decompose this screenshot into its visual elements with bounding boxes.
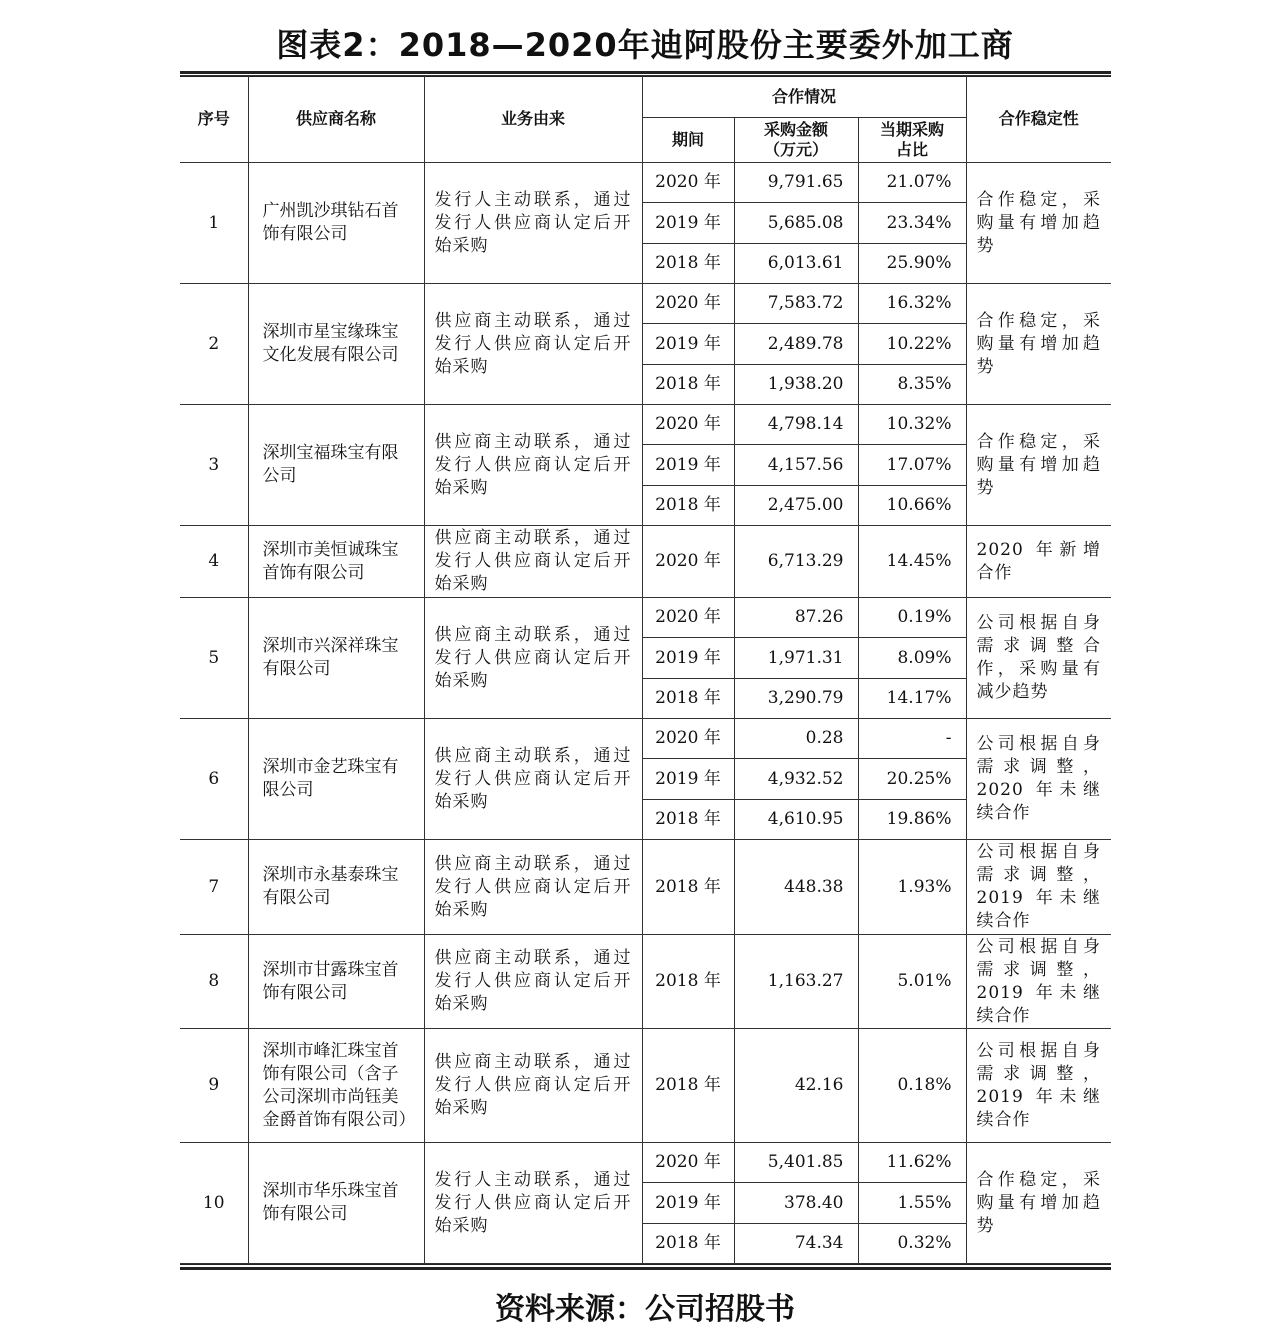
source-note: 资料来源：公司招股书	[495, 1292, 795, 1327]
header-amount: 采购金额（万元）	[734, 118, 858, 163]
business-origin: 发行人主动联系，通过发行人供应商认定后开始采购	[424, 1143, 642, 1264]
supplier-name: 深圳市永基泰珠宝有限公司	[248, 840, 424, 935]
period-year: 2018 年	[642, 1224, 734, 1264]
purchase-amount: 1,971.31	[734, 638, 858, 679]
period-year: 2019 年	[642, 203, 734, 244]
purchase-amount: 4,157.56	[734, 445, 858, 486]
cooperation-stability: 公司根据自身需求调整，2019 年未继续合作	[966, 1029, 1111, 1143]
cooperation-stability: 合作稳定，采购量有增加趋势	[966, 405, 1111, 526]
table-row	[180, 719, 1111, 759]
supplier-name: 深圳市华乐珠宝首饰有限公司	[248, 1143, 424, 1264]
purchase-share: 8.09%	[858, 638, 966, 679]
header-supplier: 供应商名称	[248, 76, 424, 163]
cooperation-stability: 公司根据自身需求调整，2019 年未继续合作	[966, 840, 1111, 935]
table-row	[180, 1029, 1111, 1143]
period-year: 2018 年	[642, 840, 734, 935]
table-row	[180, 598, 1111, 638]
row-index: 9	[180, 1029, 248, 1143]
top-rule-thick	[180, 71, 1111, 74]
row-index: 4	[180, 526, 248, 598]
period-year: 2019 年	[642, 759, 734, 800]
purchase-share: 14.17%	[858, 679, 966, 719]
period-year: 2019 年	[642, 324, 734, 365]
business-origin: 供应商主动联系，通过发行人供应商认定后开始采购	[424, 598, 642, 719]
supplier-name: 深圳市峰汇珠宝首饰有限公司（含子公司深圳市尚钰美金爵首饰有限公司）	[248, 1029, 424, 1143]
purchase-amount: 6,713.29	[734, 526, 858, 598]
purchase-share: 1.93%	[858, 840, 966, 935]
header-period: 期间	[642, 118, 734, 163]
page-title: 图表2：2018—2020年迪阿股份主要委外加工商	[276, 26, 1014, 64]
purchase-amount: 5,401.85	[734, 1143, 858, 1183]
purchase-amount: 0.28	[734, 719, 858, 759]
business-origin: 供应商主动联系，通过发行人供应商认定后开始采购	[424, 1029, 642, 1143]
purchase-amount: 448.38	[734, 840, 858, 935]
table-row	[180, 163, 1111, 203]
header-origin: 业务由来	[424, 76, 642, 163]
supplier-table	[180, 75, 1111, 1264]
purchase-amount: 74.34	[734, 1224, 858, 1264]
purchase-amount: 87.26	[734, 598, 858, 638]
purchase-amount: 378.40	[734, 1183, 858, 1224]
period-year: 2020 年	[642, 163, 734, 203]
cooperation-stability: 合作稳定，采购量有增加趋势	[966, 284, 1111, 405]
purchase-share: 10.66%	[858, 486, 966, 526]
period-year: 2019 年	[642, 1183, 734, 1224]
period-year: 2018 年	[642, 486, 734, 526]
business-origin: 发行人主动联系，通过发行人供应商认定后开始采购	[424, 163, 642, 284]
purchase-share: 10.22%	[858, 324, 966, 365]
business-origin: 供应商主动联系，通过发行人供应商认定后开始采购	[424, 284, 642, 405]
purchase-amount: 7,583.72	[734, 284, 858, 324]
business-origin: 供应商主动联系，通过发行人供应商认定后开始采购	[424, 719, 642, 840]
header-row	[180, 76, 1111, 118]
purchase-share: 14.45%	[858, 526, 966, 598]
purchase-amount: 6,013.61	[734, 244, 858, 284]
table-row	[180, 1143, 1111, 1183]
period-year: 2020 年	[642, 598, 734, 638]
purchase-amount: 9,791.65	[734, 163, 858, 203]
row-index: 2	[180, 284, 248, 405]
cooperation-stability: 合作稳定，采购量有增加趋势	[966, 1143, 1111, 1264]
bottom-rule-thin	[180, 1264, 1111, 1265]
row-index: 6	[180, 719, 248, 840]
purchase-share: 20.25%	[858, 759, 966, 800]
purchase-amount: 4,932.52	[734, 759, 858, 800]
period-year: 2020 年	[642, 1143, 734, 1183]
period-year: 2018 年	[642, 244, 734, 284]
supplier-name: 广州凯沙琪钻石首饰有限公司	[248, 163, 424, 284]
period-year: 2018 年	[642, 365, 734, 405]
supplier-name: 深圳市甘露珠宝首饰有限公司	[248, 935, 424, 1029]
table-row	[180, 840, 1111, 935]
purchase-share: 16.32%	[858, 284, 966, 324]
bottom-rule-thick	[180, 1267, 1111, 1270]
purchase-share: 0.18%	[858, 1029, 966, 1143]
purchase-share: 10.32%	[858, 405, 966, 445]
cooperation-stability: 2020 年新增合作	[966, 526, 1111, 598]
row-index: 5	[180, 598, 248, 719]
header-stability: 合作稳定性	[966, 76, 1111, 163]
table-row	[180, 526, 1111, 598]
table-row	[180, 284, 1111, 324]
purchase-share: 1.55%	[858, 1183, 966, 1224]
purchase-share: -	[858, 719, 966, 759]
header-cooperation: 合作情况	[642, 76, 966, 118]
purchase-share: 5.01%	[858, 935, 966, 1029]
purchase-amount: 5,685.08	[734, 203, 858, 244]
purchase-share: 19.86%	[858, 800, 966, 840]
row-index: 1	[180, 163, 248, 284]
purchase-share: 21.07%	[858, 163, 966, 203]
purchase-amount: 4,610.95	[734, 800, 858, 840]
header-share: 当期采购占比	[858, 118, 966, 163]
business-origin: 供应商主动联系，通过发行人供应商认定后开始采购	[424, 935, 642, 1029]
purchase-share: 17.07%	[858, 445, 966, 486]
row-index: 8	[180, 935, 248, 1029]
supplier-name: 深圳市星宝缘珠宝文化发展有限公司	[248, 284, 424, 405]
period-year: 2020 年	[642, 719, 734, 759]
business-origin: 供应商主动联系，通过发行人供应商认定后开始采购	[424, 526, 642, 598]
cooperation-stability: 公司根据自身需求调整合作，采购量有减少趋势	[966, 598, 1111, 719]
purchase-share: 25.90%	[858, 244, 966, 284]
purchase-amount: 42.16	[734, 1029, 858, 1143]
supplier-name: 深圳宝福珠宝有限公司	[248, 405, 424, 526]
supplier-name: 深圳市美恒诚珠宝首饰有限公司	[248, 526, 424, 598]
purchase-amount: 3,290.79	[734, 679, 858, 719]
row-index: 3	[180, 405, 248, 526]
purchase-amount: 2,489.78	[734, 324, 858, 365]
purchase-share: 11.62%	[858, 1143, 966, 1183]
purchase-amount: 2,475.00	[734, 486, 858, 526]
period-year: 2020 年	[642, 284, 734, 324]
purchase-amount: 1,163.27	[734, 935, 858, 1029]
period-year: 2020 年	[642, 526, 734, 598]
table-row	[180, 935, 1111, 1029]
purchase-share: 0.32%	[858, 1224, 966, 1264]
supplier-name: 深圳市兴深祥珠宝有限公司	[248, 598, 424, 719]
cooperation-stability: 公司根据自身需求调整，2020 年未继续合作	[966, 719, 1111, 840]
supplier-name: 深圳市金艺珠宝有限公司	[248, 719, 424, 840]
period-year: 2019 年	[642, 445, 734, 486]
purchase-share: 8.35%	[858, 365, 966, 405]
business-origin: 供应商主动联系，通过发行人供应商认定后开始采购	[424, 840, 642, 935]
row-index: 7	[180, 840, 248, 935]
purchase-share: 23.34%	[858, 203, 966, 244]
header-index: 序号	[180, 76, 248, 163]
period-year: 2018 年	[642, 1029, 734, 1143]
table-row	[180, 405, 1111, 445]
row-index: 10	[180, 1143, 248, 1264]
purchase-amount: 4,798.14	[734, 405, 858, 445]
period-year: 2018 年	[642, 800, 734, 840]
cooperation-stability: 合作稳定，采购量有增加趋势	[966, 163, 1111, 284]
period-year: 2020 年	[642, 405, 734, 445]
purchase-amount: 1,938.20	[734, 365, 858, 405]
cooperation-stability: 公司根据自身需求调整，2019 年未继续合作	[966, 935, 1111, 1029]
period-year: 2018 年	[642, 935, 734, 1029]
purchase-share: 0.19%	[858, 598, 966, 638]
business-origin: 供应商主动联系，通过发行人供应商认定后开始采购	[424, 405, 642, 526]
period-year: 2018 年	[642, 679, 734, 719]
period-year: 2019 年	[642, 638, 734, 679]
